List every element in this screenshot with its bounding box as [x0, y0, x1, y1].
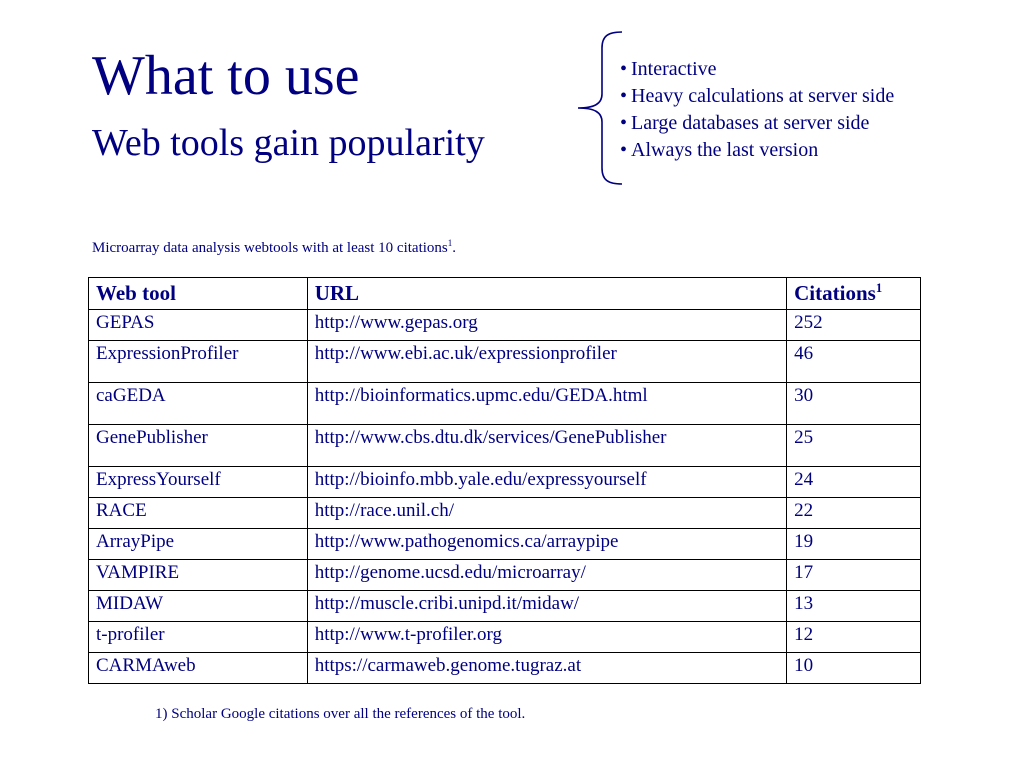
webtools-table [88, 277, 921, 684]
bullet-item: • Always the last version [620, 137, 894, 164]
cell-tool: RACE [89, 498, 308, 529]
cell-url: http://bioinformatics.upmc.edu/GEDA.html [307, 383, 786, 425]
cell-url: http://www.cbs.dtu.dk/services/GenePublisher [307, 425, 786, 467]
cell-citations: 10 [787, 653, 921, 684]
cell-tool: caGEDA [89, 383, 308, 425]
citations-footnote: 1) Scholar Google citations over all the references of the tool. [155, 706, 526, 722]
cell-tool: ExpressionProfiler [89, 341, 308, 383]
cell-citations: 25 [787, 425, 921, 467]
table-row [89, 425, 921, 467]
table-row [89, 310, 921, 341]
cell-citations: 22 [787, 498, 921, 529]
slide-title: What to use [92, 45, 360, 107]
table-row [89, 653, 921, 684]
cell-url: http://race.unil.ch/ [307, 498, 786, 529]
cell-url: http://www.ebi.ac.uk/expressionprofiler [307, 341, 786, 383]
cell-tool: MIDAW [89, 591, 308, 622]
table-row [89, 467, 921, 498]
cell-tool: GenePublisher [89, 425, 308, 467]
cell-url: https://carmaweb.genome.tugraz.at [307, 653, 786, 684]
table-header-row [89, 278, 921, 310]
cell-citations: 46 [787, 341, 921, 383]
curly-brace-icon [574, 30, 626, 186]
cell-url: http://bioinfo.mbb.yale.edu/expressyourself [307, 467, 786, 498]
cell-url: http://muscle.cribi.unipd.it/midaw/ [307, 591, 786, 622]
bullet-item: • Interactive [620, 56, 894, 83]
bullet-item: • Large databases at server side [620, 110, 894, 137]
cell-citations: 24 [787, 467, 921, 498]
table-row [89, 383, 921, 425]
cell-tool: CARMAweb [89, 653, 308, 684]
caption-text: Microarray data analysis webtools with at least 10 citations [92, 240, 448, 256]
cell-url: http://www.gepas.org [307, 310, 786, 341]
header-web-tool: Web tool [89, 278, 308, 310]
bullet-item: • Heavy calculations at server side [620, 83, 894, 110]
table-row [89, 591, 921, 622]
cell-tool: VAMPIRE [89, 560, 308, 591]
header-citations-label: Citations [794, 281, 876, 305]
table-row [89, 529, 921, 560]
cell-citations: 252 [787, 310, 921, 341]
cell-tool: GEPAS [89, 310, 308, 341]
cell-citations: 13 [787, 591, 921, 622]
cell-citations: 19 [787, 529, 921, 560]
table-row [89, 622, 921, 653]
caption-end: . [452, 240, 456, 256]
cell-citations: 17 [787, 560, 921, 591]
cell-url: http://www.t-profiler.org [307, 622, 786, 653]
header-citations [787, 278, 921, 310]
cell-tool: ExpressYourself [89, 467, 308, 498]
cell-url: http://genome.ucsd.edu/microarray/ [307, 560, 786, 591]
slide-subtitle: Web tools gain popularity [92, 122, 485, 164]
feature-bullet-list [620, 56, 894, 164]
caption-superscript: 1 [447, 238, 453, 248]
cell-citations: 12 [787, 622, 921, 653]
cell-tool: ArrayPipe [89, 529, 308, 560]
header-citations-superscript: 1 [875, 281, 883, 295]
header-url: URL [307, 278, 786, 310]
table-row [89, 560, 921, 591]
cell-tool: t-profiler [89, 622, 308, 653]
cell-url: http://www.pathogenomics.ca/arraypipe [307, 529, 786, 560]
cell-citations: 30 [787, 383, 921, 425]
table-caption [92, 238, 456, 258]
table-row [89, 341, 921, 383]
table-row [89, 498, 921, 529]
